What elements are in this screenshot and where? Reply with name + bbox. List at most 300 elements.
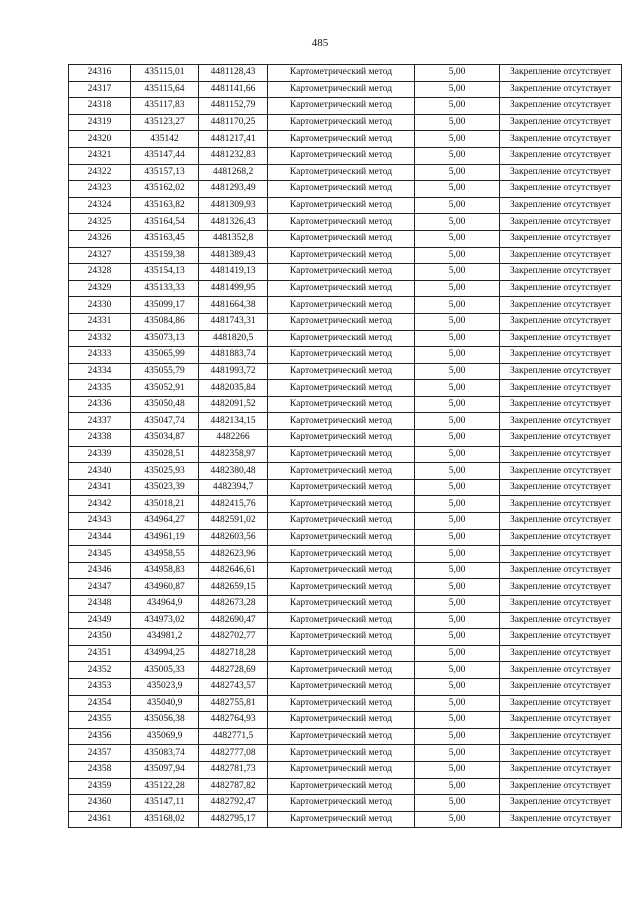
point-number-cell: 24356: [69, 728, 131, 745]
y-coordinate-cell: 4482743,57: [199, 678, 268, 695]
y-coordinate-cell: 4481293,49: [199, 181, 268, 198]
table-body: [69, 65, 622, 828]
y-coordinate-cell: 4482134,15: [199, 413, 268, 430]
x-coordinate-cell: 435025,93: [131, 463, 199, 480]
accuracy-cell: 5,00: [415, 181, 500, 198]
y-coordinate-cell: 4481352,8: [199, 230, 268, 247]
fixing-description-cell: Закрепление отсутствует: [500, 645, 622, 662]
method-cell: Картометрический метод: [268, 297, 415, 314]
table-row: [69, 562, 622, 579]
x-coordinate-cell: 435147,11: [131, 795, 199, 812]
table-row: [69, 728, 622, 745]
y-coordinate-cell: 4482787,82: [199, 778, 268, 795]
point-number-cell: 24358: [69, 761, 131, 778]
method-cell: Картометрический метод: [268, 562, 415, 579]
point-number-cell: 24346: [69, 562, 131, 579]
fixing-description-cell: Закрепление отсутствует: [500, 712, 622, 729]
accuracy-cell: 5,00: [415, 313, 500, 330]
point-number-cell: 24352: [69, 662, 131, 679]
y-coordinate-cell: 4482702,77: [199, 629, 268, 646]
accuracy-cell: 5,00: [415, 811, 500, 828]
x-coordinate-cell: 435023,39: [131, 479, 199, 496]
method-cell: Картометрический метод: [268, 413, 415, 430]
point-number-cell: 24350: [69, 629, 131, 646]
method-cell: Картометрический метод: [268, 430, 415, 447]
point-number-cell: 24334: [69, 363, 131, 380]
y-coordinate-cell: 4481664,38: [199, 297, 268, 314]
fixing-description-cell: Закрепление отсутствует: [500, 811, 622, 828]
method-cell: Картометрический метод: [268, 761, 415, 778]
method-cell: Картометрический метод: [268, 446, 415, 463]
fixing-description-cell: Закрепление отсутствует: [500, 131, 622, 148]
point-number-cell: 24333: [69, 347, 131, 364]
y-coordinate-cell: 4481883,74: [199, 347, 268, 364]
fixing-description-cell: Закрепление отсутствует: [500, 795, 622, 812]
accuracy-cell: 5,00: [415, 446, 500, 463]
accuracy-cell: 5,00: [415, 745, 500, 762]
table-row: [69, 695, 622, 712]
point-number-cell: 24326: [69, 230, 131, 247]
accuracy-cell: 5,00: [415, 612, 500, 629]
y-coordinate-cell: 4481268,2: [199, 164, 268, 181]
accuracy-cell: 5,00: [415, 81, 500, 98]
fixing-description-cell: Закрепление отсутствует: [500, 596, 622, 613]
x-coordinate-cell: 435073,13: [131, 330, 199, 347]
method-cell: Картометрический метод: [268, 596, 415, 613]
y-coordinate-cell: 4482603,56: [199, 529, 268, 546]
x-coordinate-cell: 435028,51: [131, 446, 199, 463]
table-row: [69, 280, 622, 297]
fixing-description-cell: Закрепление отсутствует: [500, 297, 622, 314]
accuracy-cell: 5,00: [415, 546, 500, 563]
x-coordinate-cell: 435055,79: [131, 363, 199, 380]
method-cell: Картометрический метод: [268, 463, 415, 480]
point-number-cell: 24343: [69, 513, 131, 530]
fixing-description-cell: Закрепление отсутствует: [500, 479, 622, 496]
fixing-description-cell: Закрепление отсутствует: [500, 728, 622, 745]
method-cell: Картометрический метод: [268, 98, 415, 115]
method-cell: Картометрический метод: [268, 811, 415, 828]
y-coordinate-cell: 4482646,61: [199, 562, 268, 579]
x-coordinate-cell: 435018,21: [131, 496, 199, 513]
point-number-cell: 24330: [69, 297, 131, 314]
table-row: [69, 347, 622, 364]
table-row: [69, 197, 622, 214]
fixing-description-cell: Закрепление отсутствует: [500, 347, 622, 364]
accuracy-cell: 5,00: [415, 114, 500, 131]
y-coordinate-cell: 4482764,93: [199, 712, 268, 729]
method-cell: Картометрический метод: [268, 579, 415, 596]
table-row: [69, 479, 622, 496]
method-cell: Картометрический метод: [268, 264, 415, 281]
point-number-cell: 24336: [69, 396, 131, 413]
x-coordinate-cell: 435052,91: [131, 380, 199, 397]
x-coordinate-cell: 434960,87: [131, 579, 199, 596]
y-coordinate-cell: 4482091,52: [199, 396, 268, 413]
x-coordinate-cell: 435115,64: [131, 81, 199, 98]
method-cell: Картометрический метод: [268, 131, 415, 148]
y-coordinate-cell: 4482718,28: [199, 645, 268, 662]
x-coordinate-cell: 435047,74: [131, 413, 199, 430]
accuracy-cell: 5,00: [415, 662, 500, 679]
x-coordinate-cell: 435123,27: [131, 114, 199, 131]
method-cell: Картометрический метод: [268, 65, 415, 82]
point-number-cell: 24319: [69, 114, 131, 131]
point-number-cell: 24354: [69, 695, 131, 712]
x-coordinate-cell: 435084,86: [131, 313, 199, 330]
accuracy-cell: 5,00: [415, 728, 500, 745]
method-cell: Картометрический метод: [268, 181, 415, 198]
method-cell: Картометрический метод: [268, 695, 415, 712]
accuracy-cell: 5,00: [415, 347, 500, 364]
accuracy-cell: 5,00: [415, 712, 500, 729]
table-row: [69, 330, 622, 347]
table-row: [69, 546, 622, 563]
method-cell: Картометрический метод: [268, 114, 415, 131]
point-number-cell: 24345: [69, 546, 131, 563]
table-row: [69, 413, 622, 430]
y-coordinate-cell: 4482623,96: [199, 546, 268, 563]
y-coordinate-cell: 4481309,93: [199, 197, 268, 214]
fixing-description-cell: Закрепление отсутствует: [500, 164, 622, 181]
fixing-description-cell: Закрепление отсутствует: [500, 214, 622, 231]
y-coordinate-cell: 4482795,17: [199, 811, 268, 828]
point-number-cell: 24324: [69, 197, 131, 214]
y-coordinate-cell: 4482358,97: [199, 446, 268, 463]
x-coordinate-cell: 435157,13: [131, 164, 199, 181]
y-coordinate-cell: 4482380,48: [199, 463, 268, 480]
table-row: [69, 596, 622, 613]
y-coordinate-cell: 4481217,41: [199, 131, 268, 148]
fixing-description-cell: Закрепление отсутствует: [500, 181, 622, 198]
fixing-description-cell: Закрепление отсутствует: [500, 330, 622, 347]
point-number-cell: 24360: [69, 795, 131, 812]
method-cell: Картометрический метод: [268, 712, 415, 729]
method-cell: Картометрический метод: [268, 678, 415, 695]
accuracy-cell: 5,00: [415, 247, 500, 264]
method-cell: Картометрический метод: [268, 247, 415, 264]
x-coordinate-cell: 434964,9: [131, 596, 199, 613]
accuracy-cell: 5,00: [415, 479, 500, 496]
accuracy-cell: 5,00: [415, 496, 500, 513]
y-coordinate-cell: 4481128,43: [199, 65, 268, 82]
x-coordinate-cell: 435099,17: [131, 297, 199, 314]
accuracy-cell: 5,00: [415, 396, 500, 413]
point-number-cell: 24322: [69, 164, 131, 181]
fixing-description-cell: Закрепление отсутствует: [500, 247, 622, 264]
y-coordinate-cell: 4482690,47: [199, 612, 268, 629]
fixing-description-cell: Закрепление отсутствует: [500, 745, 622, 762]
accuracy-cell: 5,00: [415, 280, 500, 297]
point-number-cell: 24316: [69, 65, 131, 82]
method-cell: Картометрический метод: [268, 479, 415, 496]
x-coordinate-cell: 435122,28: [131, 778, 199, 795]
point-number-cell: 24328: [69, 264, 131, 281]
accuracy-cell: 5,00: [415, 695, 500, 712]
fixing-description-cell: Закрепление отсутствует: [500, 778, 622, 795]
point-number-cell: 24361: [69, 811, 131, 828]
y-coordinate-cell: 4482728,69: [199, 662, 268, 679]
y-coordinate-cell: 4481389,43: [199, 247, 268, 264]
fixing-description-cell: Закрепление отсутствует: [500, 197, 622, 214]
fixing-description-cell: Закрепление отсутствует: [500, 280, 622, 297]
table-row: [69, 795, 622, 812]
table-row: [69, 147, 622, 164]
table-row: [69, 114, 622, 131]
accuracy-cell: 5,00: [415, 264, 500, 281]
point-number-cell: 24355: [69, 712, 131, 729]
x-coordinate-cell: 435005,33: [131, 662, 199, 679]
y-coordinate-cell: 4482394,7: [199, 479, 268, 496]
x-coordinate-cell: 434964,27: [131, 513, 199, 530]
point-number-cell: 24323: [69, 181, 131, 198]
fixing-description-cell: Закрепление отсутствует: [500, 612, 622, 629]
table-row: [69, 463, 622, 480]
x-coordinate-cell: 435168,02: [131, 811, 199, 828]
table-row: [69, 645, 622, 662]
method-cell: Картометрический метод: [268, 214, 415, 231]
point-number-cell: 24318: [69, 98, 131, 115]
x-coordinate-cell: 435142: [131, 131, 199, 148]
fixing-description-cell: Закрепление отсутствует: [500, 363, 622, 380]
x-coordinate-cell: 435056,38: [131, 712, 199, 729]
table-row: [69, 496, 622, 513]
point-number-cell: 24337: [69, 413, 131, 430]
accuracy-cell: 5,00: [415, 164, 500, 181]
table-row: [69, 313, 622, 330]
fixing-description-cell: Закрепление отсутствует: [500, 513, 622, 530]
x-coordinate-cell: 435164,54: [131, 214, 199, 231]
x-coordinate-cell: 435163,82: [131, 197, 199, 214]
fixing-description-cell: Закрепление отсутствует: [500, 546, 622, 563]
y-coordinate-cell: 4481232,83: [199, 147, 268, 164]
accuracy-cell: 5,00: [415, 230, 500, 247]
accuracy-cell: 5,00: [415, 463, 500, 480]
method-cell: Картометрический метод: [268, 81, 415, 98]
point-number-cell: 24357: [69, 745, 131, 762]
y-coordinate-cell: 4482591,02: [199, 513, 268, 530]
point-number-cell: 24348: [69, 596, 131, 613]
y-coordinate-cell: 4481419,13: [199, 264, 268, 281]
accuracy-cell: 5,00: [415, 761, 500, 778]
x-coordinate-cell: 434973,02: [131, 612, 199, 629]
x-coordinate-cell: 434994,25: [131, 645, 199, 662]
point-number-cell: 24339: [69, 446, 131, 463]
x-coordinate-cell: 434961,19: [131, 529, 199, 546]
table-row: [69, 247, 622, 264]
point-number-cell: 24325: [69, 214, 131, 231]
coordinates-table: [68, 64, 622, 828]
x-coordinate-cell: 435154,13: [131, 264, 199, 281]
accuracy-cell: 5,00: [415, 645, 500, 662]
method-cell: Картометрический метод: [268, 645, 415, 662]
table-row: [69, 629, 622, 646]
method-cell: Картометрический метод: [268, 164, 415, 181]
x-coordinate-cell: 435040,9: [131, 695, 199, 712]
table-row: [69, 778, 622, 795]
point-number-cell: 24338: [69, 430, 131, 447]
method-cell: Картометрический метод: [268, 230, 415, 247]
x-coordinate-cell: 435162,02: [131, 181, 199, 198]
method-cell: Картометрический метод: [268, 795, 415, 812]
table-row: [69, 712, 622, 729]
method-cell: Картометрический метод: [268, 629, 415, 646]
method-cell: Картометрический метод: [268, 728, 415, 745]
accuracy-cell: 5,00: [415, 214, 500, 231]
x-coordinate-cell: 435117,83: [131, 98, 199, 115]
point-number-cell: 24321: [69, 147, 131, 164]
y-coordinate-cell: 4482771,5: [199, 728, 268, 745]
x-coordinate-cell: 435083,74: [131, 745, 199, 762]
x-coordinate-cell: 434981,2: [131, 629, 199, 646]
table-row: [69, 678, 622, 695]
x-coordinate-cell: 435065,99: [131, 347, 199, 364]
point-number-cell: 24332: [69, 330, 131, 347]
accuracy-cell: 5,00: [415, 529, 500, 546]
method-cell: Картометрический метод: [268, 347, 415, 364]
table-row: [69, 579, 622, 596]
table-row: [69, 81, 622, 98]
fixing-description-cell: Закрепление отсутствует: [500, 761, 622, 778]
table-row: [69, 396, 622, 413]
accuracy-cell: 5,00: [415, 413, 500, 430]
method-cell: Картометрический метод: [268, 380, 415, 397]
y-coordinate-cell: 4481326,43: [199, 214, 268, 231]
y-coordinate-cell: 4482659,15: [199, 579, 268, 596]
fixing-description-cell: Закрепление отсутствует: [500, 496, 622, 513]
fixing-description-cell: Закрепление отсутствует: [500, 413, 622, 430]
x-coordinate-cell: 434958,83: [131, 562, 199, 579]
method-cell: Картометрический метод: [268, 313, 415, 330]
table-row: [69, 446, 622, 463]
y-coordinate-cell: 4482035,84: [199, 380, 268, 397]
accuracy-cell: 5,00: [415, 147, 500, 164]
table-row: [69, 131, 622, 148]
table-row: [69, 380, 622, 397]
point-number-cell: 24341: [69, 479, 131, 496]
table-row: [69, 65, 622, 82]
table-row: [69, 529, 622, 546]
y-coordinate-cell: 4482266: [199, 430, 268, 447]
fixing-description-cell: Закрепление отсутствует: [500, 678, 622, 695]
y-coordinate-cell: 4481499,95: [199, 280, 268, 297]
point-number-cell: 24351: [69, 645, 131, 662]
point-number-cell: 24331: [69, 313, 131, 330]
table-row: [69, 662, 622, 679]
table-row: [69, 214, 622, 231]
table-row: [69, 761, 622, 778]
y-coordinate-cell: 4481141,66: [199, 81, 268, 98]
x-coordinate-cell: 435133,33: [131, 280, 199, 297]
x-coordinate-cell: 434958,55: [131, 546, 199, 563]
x-coordinate-cell: 435097,94: [131, 761, 199, 778]
y-coordinate-cell: 4481743,31: [199, 313, 268, 330]
y-coordinate-cell: 4482673,28: [199, 596, 268, 613]
accuracy-cell: 5,00: [415, 778, 500, 795]
point-number-cell: 24340: [69, 463, 131, 480]
fixing-description-cell: Закрепление отсутствует: [500, 529, 622, 546]
accuracy-cell: 5,00: [415, 131, 500, 148]
point-number-cell: 24342: [69, 496, 131, 513]
fixing-description-cell: Закрепление отсутствует: [500, 430, 622, 447]
accuracy-cell: 5,00: [415, 513, 500, 530]
table-row: [69, 230, 622, 247]
fixing-description-cell: Закрепление отсутствует: [500, 98, 622, 115]
x-coordinate-cell: 435147,44: [131, 147, 199, 164]
method-cell: Картометрический метод: [268, 147, 415, 164]
accuracy-cell: 5,00: [415, 678, 500, 695]
y-coordinate-cell: 4482792,47: [199, 795, 268, 812]
fixing-description-cell: Закрепление отсутствует: [500, 65, 622, 82]
method-cell: Картометрический метод: [268, 612, 415, 629]
method-cell: Картометрический метод: [268, 662, 415, 679]
x-coordinate-cell: 435050,48: [131, 396, 199, 413]
x-coordinate-cell: 435034,87: [131, 430, 199, 447]
fixing-description-cell: Закрепление отсутствует: [500, 380, 622, 397]
table-row: [69, 430, 622, 447]
fixing-description-cell: Закрепление отсутствует: [500, 562, 622, 579]
method-cell: Картометрический метод: [268, 496, 415, 513]
fixing-description-cell: Закрепление отсутствует: [500, 446, 622, 463]
x-coordinate-cell: 435115,01: [131, 65, 199, 82]
table-row: [69, 513, 622, 530]
method-cell: Картометрический метод: [268, 745, 415, 762]
point-number-cell: 24344: [69, 529, 131, 546]
fixing-description-cell: Закрепление отсутствует: [500, 396, 622, 413]
method-cell: Картометрический метод: [268, 280, 415, 297]
x-coordinate-cell: 435159,38: [131, 247, 199, 264]
accuracy-cell: 5,00: [415, 297, 500, 314]
point-number-cell: 24327: [69, 247, 131, 264]
x-coordinate-cell: 435163,45: [131, 230, 199, 247]
accuracy-cell: 5,00: [415, 430, 500, 447]
accuracy-cell: 5,00: [415, 596, 500, 613]
method-cell: Картометрический метод: [268, 330, 415, 347]
fixing-description-cell: Закрепление отсутствует: [500, 313, 622, 330]
table-row: [69, 363, 622, 380]
fixing-description-cell: Закрепление отсутствует: [500, 695, 622, 712]
point-number-cell: 24359: [69, 778, 131, 795]
fixing-description-cell: Закрепление отсутствует: [500, 579, 622, 596]
point-number-cell: 24349: [69, 612, 131, 629]
point-number-cell: 24353: [69, 678, 131, 695]
y-coordinate-cell: 4481993,72: [199, 363, 268, 380]
fixing-description-cell: Закрепление отсутствует: [500, 147, 622, 164]
point-number-cell: 24335: [69, 380, 131, 397]
fixing-description-cell: Закрепление отсутствует: [500, 230, 622, 247]
point-number-cell: 24329: [69, 280, 131, 297]
y-coordinate-cell: 4481820,5: [199, 330, 268, 347]
table-row: [69, 164, 622, 181]
method-cell: Картометрический метод: [268, 396, 415, 413]
method-cell: Картометрический метод: [268, 529, 415, 546]
fixing-description-cell: Закрепление отсутствует: [500, 662, 622, 679]
table-row: [69, 264, 622, 281]
table-row: [69, 612, 622, 629]
accuracy-cell: 5,00: [415, 330, 500, 347]
y-coordinate-cell: 4482755,81: [199, 695, 268, 712]
accuracy-cell: 5,00: [415, 65, 500, 82]
y-coordinate-cell: 4481152,79: [199, 98, 268, 115]
y-coordinate-cell: 4482781,73: [199, 761, 268, 778]
table-row: [69, 811, 622, 828]
table-row: [69, 181, 622, 198]
page-number: 485: [311, 37, 329, 49]
method-cell: Картометрический метод: [268, 513, 415, 530]
accuracy-cell: 5,00: [415, 380, 500, 397]
x-coordinate-cell: 435069,9: [131, 728, 199, 745]
table-row: [69, 297, 622, 314]
